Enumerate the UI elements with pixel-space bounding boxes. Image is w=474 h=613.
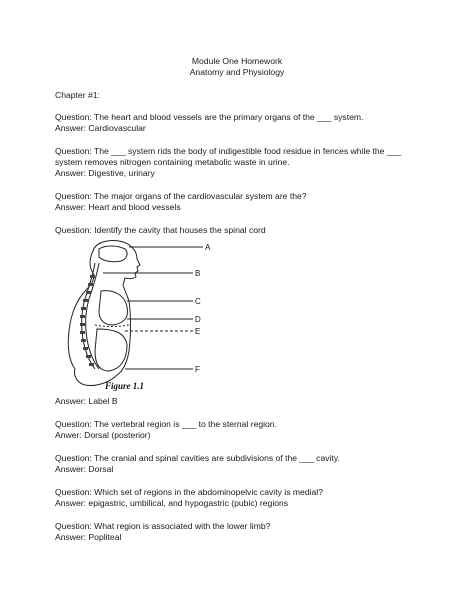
figure-label-b: B — [195, 269, 201, 278]
document-subtitle: Anatomy and Physiology — [189, 67, 285, 77]
figure-caption: Figure 1.1 — [105, 381, 145, 391]
answer-text: Answer: epigastric, umbilical, and hypogastric (pubic) regions — [55, 498, 289, 508]
answer-text: Answer: Dorsal — [55, 464, 114, 474]
question-text: Question: The ___ system rids the body of indigestible food residue in fences while the ___ — [55, 146, 402, 156]
answer-text: Answer: Label B — [55, 396, 118, 406]
body-cavities-diagram — [55, 235, 215, 393]
answer-text: Answer: Heart and blood vessels — [55, 202, 181, 212]
question-text: Question: The heart and blood vessels are the primary organs of the ___ system. — [55, 112, 364, 122]
figure-label-c: C — [195, 297, 201, 306]
figure-label-a: A — [205, 243, 211, 252]
answer-text: Answer: Popliteal — [55, 532, 122, 542]
answer-text: Answer: Digestive, urinary — [55, 168, 155, 178]
figure-label-e: E — [195, 327, 201, 336]
answer-text: Anwer: Dorsal (posterior) — [55, 430, 151, 440]
question-text-continued: system removes nitrogen containing metabolic waste in urine. — [55, 157, 290, 167]
question-text: Question: The major organs of the cardiovascular system are the? — [55, 191, 307, 201]
chapter-heading: Chapter #1: — [55, 90, 100, 100]
figure-label-f: F — [195, 365, 200, 374]
question-text: Question: The vertebral region is ___ to the sternal region. — [55, 419, 277, 429]
question-text: Question: Which set of regions in the abdominopelvic cavity is medial? — [55, 487, 323, 497]
question-text: Question: Identify the cavity that houses the spinal cord — [55, 225, 266, 235]
question-text: Question: The cranial and spinal cavities are subdivisions of the ___ cavity. — [55, 453, 340, 463]
figure-label-d: D — [195, 315, 201, 324]
question-text: Question: What region is associated with the lower limb? — [55, 521, 271, 531]
answer-text: Answer: Cardiovascular — [55, 123, 146, 133]
anatomy-figure — [55, 235, 215, 393]
document-title: Module One Homework — [191, 56, 283, 66]
